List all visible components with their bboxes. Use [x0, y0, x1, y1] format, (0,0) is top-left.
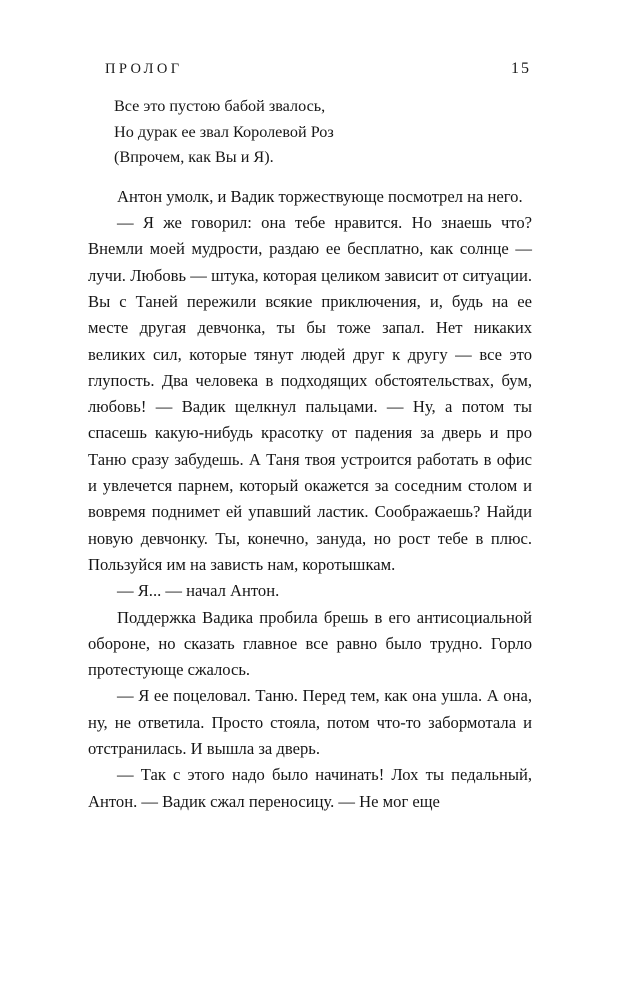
page-body: [88, 94, 532, 815]
verse-block: [88, 94, 532, 171]
running-head: ПРОЛОГ: [105, 61, 183, 77]
verse-line: Все это пустою бабой звалось,: [114, 97, 326, 115]
page-header: [105, 60, 531, 84]
body-paragraph: — Я же говорил: она тебе нравится. Но знаешь что? Внемли моей мудрости, раздаю ее бесплатно, как солнце — лучи. Любовь — штука, которая целиком зависит от ситуации. Вы с Таней пережили всякие приключения, и, будь на ее месте другая девчонка, ты бы тоже запал. Нет никаких великих сил, которые тянут людей друг к другу — все это глупость. Два человека в подходящих обстоятельствах, бум, любовь! — Вадик щелкнул пальцами. — Ну, а потом ты спасешь какую-нибудь красотку от падения за дверь и про Таню сразу забудешь. А Таня твоя устроится работать в офис и увлечется парнем, который окажется за соседним столом и вовремя поднимет ей упавший ластик. Соображаешь? Найди новую девчонку. Ты, конечно, зануда, но рост тебе в плюс. Пользуйся им на зависть нам, коротышкам.: [88, 213, 532, 574]
body-paragraph: — Я... — начал Антон.: [117, 581, 280, 601]
body-paragraph: Антон умолк, и Вадик торжествующе посмотрел на него.: [117, 186, 523, 206]
body-paragraph: Поддержка Вадика пробила брешь в его антисоциальной обороне, но сказать главное все равно было трудно. Горло протестующе сжалось.: [88, 607, 532, 680]
page-number: 15: [511, 60, 531, 77]
verse-line: Но дурак ее звал Королевой Роз: [114, 122, 334, 141]
body-paragraph: — Так с этого надо было начинать! Лох ты педальный, Антон. — Вадик сжал переносицу. — Не мог еще: [88, 765, 532, 811]
verse-line: (Впрочем, как Вы и Я).: [114, 148, 274, 167]
body-paragraph: — Я ее поцеловал. Таню. Перед тем, как она ушла. А она, ну, не ответила. Просто стояла, потом что-то забормотала и отстранилась. И вышла за дверь.: [88, 686, 532, 759]
